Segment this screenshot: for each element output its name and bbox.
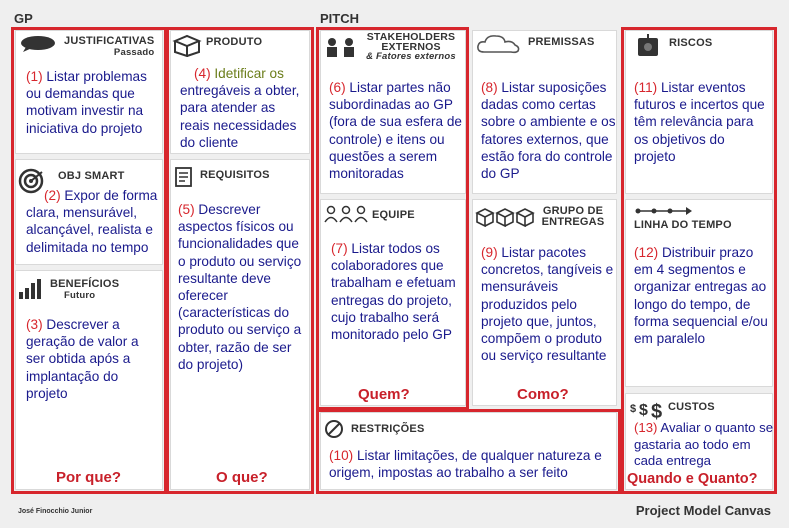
- text-requisitos: (5) Descrever aspectos físicos ou funcionalidades que o produto ou serviço resultante deve oferecer (características do produto ou serviço a obter, razão de ser do projeto): [178, 202, 302, 372]
- text-linha: (12) Distribuir prazo em 4 segmentos e organizar entregas ao longo do tempo, de forma sequencial e/ou em paralelo: [634, 245, 768, 347]
- text-beneficios: (3) Descrever a geração de valor a ser obtida após a implantação do projeto: [26, 317, 139, 401]
- title-justificativas: JUSTIFICATIVAS Passado: [64, 35, 155, 58]
- question-porque: Por que?: [56, 469, 122, 486]
- box-icon: [172, 33, 202, 57]
- title-equipe: EQUIPE: [372, 209, 415, 221]
- footer-author: José Finocchio Junior: [18, 508, 93, 515]
- cloud-icon: [476, 33, 522, 55]
- dollar-icon: [630, 396, 668, 420]
- title-produto: PRODUTO: [206, 36, 263, 48]
- text-produto: (4) Idetificar os entregáveis a obter, para atender as reais necessidades do cliente: [180, 66, 300, 150]
- svg-text:$: $: [639, 402, 648, 419]
- text-restricoes: (10) Listar limitações, de qualquer natureza e origem, impostas ao trabalho a ser feito: [329, 448, 602, 481]
- text-premissas: (8) Listar suposições dadas como certas sobre o ambiente e os fatores externos, que estão fora do controle do GP: [481, 80, 616, 182]
- svg-text:$: $: [651, 401, 663, 420]
- timeline-icon: [634, 206, 694, 216]
- svg-text:$: $: [630, 403, 637, 415]
- team-icon: [324, 205, 368, 223]
- footer-brand: Project Model Canvas: [635, 503, 771, 518]
- header-gp: GP: [14, 11, 33, 26]
- speech-bubble-icon: [18, 35, 58, 53]
- text-objsmart: (2) Expor de forma clara, mensurável, alcançável, realista e delimitada no tempo: [26, 188, 158, 255]
- title-objsmart: OBJ SMART: [58, 170, 125, 182]
- text-stakeholders: (6) Listar partes não subordinadas ao GP (fora de sua esfera de controle) e itens ou questões a serem monitoradas: [329, 80, 462, 182]
- question-quando: Quando e Quanto?: [627, 471, 758, 487]
- text-custos: (13) Avaliar o quanto se gastaria ao todo em cada entrega: [634, 420, 774, 468]
- text-riscos: (11) Listar eventos futuros e incertos que têm relevância para os objetivos do projeto: [634, 80, 765, 164]
- header-pitch: PITCH: [320, 11, 359, 26]
- title-requisitos: REQUISITOS: [200, 169, 270, 181]
- text-justificativas: (1) Listar problemas ou demandas que motivam investir na iniciativa do projeto: [26, 69, 147, 136]
- question-como: Como?: [517, 386, 569, 403]
- bar-chart-icon: [18, 278, 42, 300]
- title-custos: CUSTOS: [668, 401, 715, 413]
- checklist-icon: [174, 166, 194, 188]
- question-quem: Quem?: [358, 386, 410, 403]
- bomb-icon: [636, 34, 660, 58]
- boxes-icon: [475, 207, 537, 227]
- text-grupo: (9) Listar pacotes concretos, tangíveis e mensuráveis produzidos pelo projeto que, juntos, compõem o produto ou serviço resultante: [481, 245, 614, 364]
- title-grupo: GRUPO DE ENTREGAS: [541, 205, 605, 228]
- question-oque: O que?: [216, 469, 268, 486]
- title-riscos: RISCOS: [669, 37, 713, 49]
- prohibited-icon: [324, 419, 344, 439]
- title-restricoes: RESTRIÇÕES: [351, 423, 425, 435]
- people-icon: [324, 36, 358, 58]
- title-linha: LINHA DO TEMPO: [634, 219, 732, 231]
- title-premissas: PREMISSAS: [528, 36, 595, 48]
- title-beneficios: BENEFÍCIOS Futuro: [50, 278, 120, 301]
- title-stakeholders: STAKEHOLDERS EXTERNOS & Fatores externos: [366, 31, 456, 62]
- text-equipe: (7) Listar todos os colaboradores que trabalham e efetuam entregas do projeto, cujo trabalho será monitorado pelo GP: [331, 241, 456, 343]
